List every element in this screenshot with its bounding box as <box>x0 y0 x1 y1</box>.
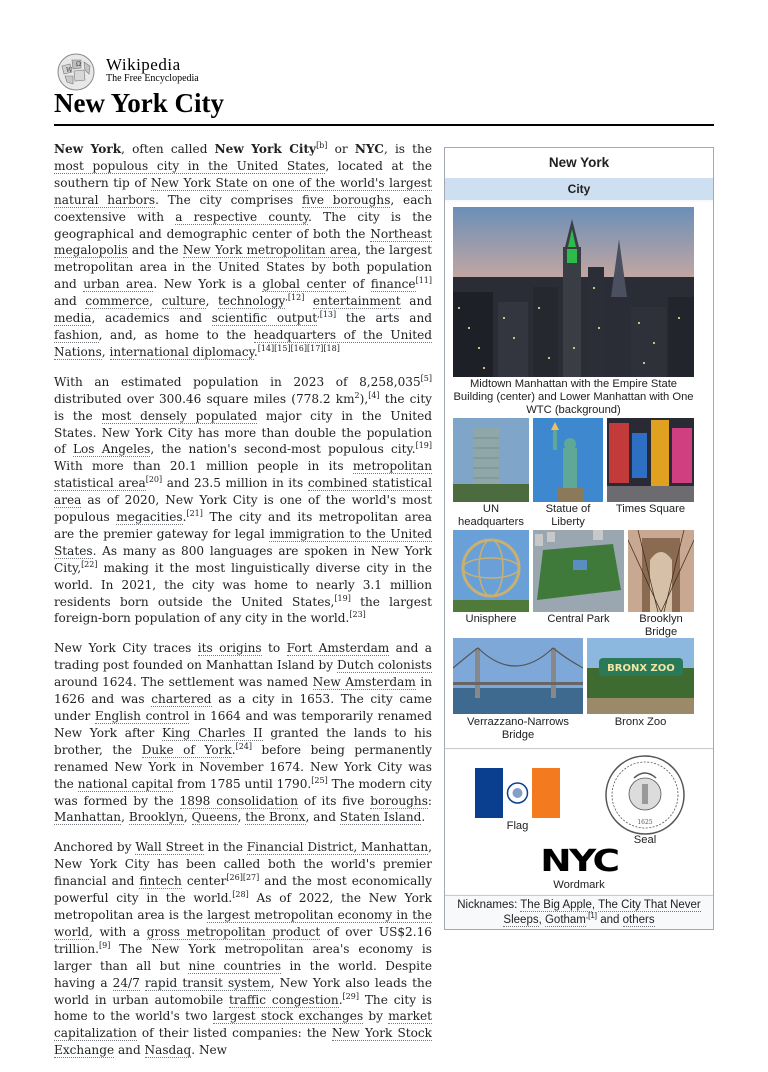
citation-ref[interactable]: [21] <box>186 509 203 518</box>
paragraph-population <box>54 374 432 628</box>
text-run: of over US$2.16 trillion. <box>54 924 432 956</box>
wiki-link[interactable]: Duke of York <box>141 742 232 757</box>
wiki-link[interactable]: fintech <box>139 874 182 889</box>
text-run: the arts and <box>336 311 432 326</box>
paragraph-economy <box>54 839 432 1059</box>
citation-ref[interactable]: ,[1] <box>585 911 598 921</box>
wiki-link[interactable]: Brooklyn <box>128 810 184 825</box>
text-run: , New York also leads the world in urban automobile <box>54 975 432 1007</box>
citation-ref[interactable]: [19] <box>334 593 351 603</box>
citation-ref[interactable]: [11] <box>415 276 433 286</box>
text-run: and <box>114 1043 145 1058</box>
wiki-link[interactable]: traffic congestion <box>228 992 339 1007</box>
caption-brooklyn-bridge: Brooklyn Bridge <box>639 613 683 638</box>
flag-label: Flag <box>506 820 529 832</box>
wiki-link[interactable]: Northeast megalopolis <box>54 226 432 258</box>
text-run: the largest foreign-born population of any city in the world. <box>54 594 432 626</box>
citation-ref[interactable]: [26][27] <box>226 873 260 883</box>
wiki-link[interactable]: Manhattan <box>54 810 122 825</box>
citation-ref[interactable]: [14][15][16][17][18] <box>257 343 340 353</box>
wiki-link[interactable]: Staten Island <box>339 810 422 825</box>
text-run: in the world. Despite having a <box>54 958 432 990</box>
wiki-link[interactable]: headquarters of the United Nations <box>54 327 432 359</box>
citation-ref[interactable]: [19] <box>415 441 432 451</box>
text-run: the city is the <box>54 391 433 423</box>
bronx-zoo-image[interactable] <box>587 638 694 714</box>
text-run: , located at the southern tip of <box>54 158 432 190</box>
text-run: The modern city was formed by the <box>54 776 432 808</box>
text-run: of <box>346 277 371 292</box>
wikipedia-tagline: The Free Encyclopedia <box>106 73 199 84</box>
wiki-link[interactable]: Gotham <box>544 914 586 926</box>
wiki-link[interactable]: The Big Apple <box>520 899 592 911</box>
nicknames-label: Nicknames: <box>457 899 521 911</box>
infobox <box>444 147 714 930</box>
text-run: and <box>597 914 623 926</box>
caption-verrazzano: Verrazzano-Narrows Bridge <box>467 716 569 741</box>
infobox-subtitle: City <box>445 177 713 200</box>
wikipedia-wordmark[interactable]: Wikipedia <box>106 55 181 74</box>
wiki-link[interactable]: English control <box>94 709 190 723</box>
text-run: , is the <box>383 142 432 156</box>
citation-ref[interactable]: [28] <box>232 890 249 900</box>
text-run: , and, as home to the <box>98 327 254 342</box>
text-run: The city and its metropolitan area are the premier gateway for legal <box>54 510 432 541</box>
text-run: from 1785 until 1790. <box>173 776 312 791</box>
text-run: . <box>338 992 343 1007</box>
text-run: to <box>261 641 287 656</box>
wiki-link[interactable]: Dutch colonists <box>337 658 432 673</box>
nicknames-values <box>503 899 700 926</box>
bold-term: New York <box>54 142 122 156</box>
citation-ref[interactable]: ,[12] <box>285 293 305 303</box>
wiki-link[interactable]: a respective county <box>175 209 309 224</box>
citation-ref[interactable]: [25] <box>311 775 328 785</box>
un-headquarters-image[interactable] <box>453 418 529 502</box>
text-run: making it the most linguistically diverse city in the world. In 2021, the city was home to nearly 3.1 million residents born outside the United States, <box>54 560 432 609</box>
wiki-link[interactable]: gross metropolitan product <box>146 924 321 939</box>
midtown-manhattan-image[interactable] <box>453 207 694 377</box>
text-run: granted the lands to his brother, the <box>54 725 432 757</box>
wiki-link[interactable]: commerce <box>85 294 150 309</box>
text-run: ), <box>359 391 369 406</box>
text-run: before being permanently renamed New York in November 1674. New York City was the <box>54 742 432 791</box>
text-run: , <box>149 294 162 309</box>
text-run: As of 2022, the New York metropolitan area is the <box>54 891 432 922</box>
text-run: and 23.5 million in its <box>162 476 308 491</box>
wiki-link[interactable]: market capitalization <box>54 1009 432 1041</box>
wiki-link[interactable]: megacities <box>116 510 183 525</box>
wiki-link[interactable]: its origins <box>197 641 262 656</box>
wikipedia-globe-logo[interactable] <box>54 52 98 92</box>
paragraph-intro <box>54 141 432 361</box>
wiki-link[interactable]: 1898 consolidation <box>179 793 299 808</box>
nyc-wordmark-logo[interactable] <box>535 845 623 879</box>
text-run <box>304 294 313 308</box>
wiki-link[interactable]: global center <box>262 277 347 292</box>
text-run: of its five <box>298 793 371 808</box>
citation-ref[interactable]: [4] <box>368 390 380 400</box>
wiki-link[interactable]: rapid transit system <box>144 975 271 990</box>
wiki-link[interactable]: New York State <box>150 175 248 190</box>
unisphere-image[interactable] <box>453 530 529 612</box>
text-run: . <box>253 344 258 359</box>
wiki-link[interactable]: New York Stock Exchange <box>54 1026 432 1058</box>
wiki-link[interactable]: Wall Street <box>135 840 204 855</box>
text-run: and <box>54 294 86 309</box>
wiki-link[interactable]: fashion <box>54 327 99 342</box>
text-run: as of 2020, New York City is one of the world's most populous <box>54 493 432 525</box>
infobox-separator-2 <box>445 895 713 896</box>
wiki-link[interactable]: largest metropolitan economy in the world <box>54 907 432 939</box>
wiki-link[interactable]: international diplomacy <box>109 344 254 359</box>
infobox-symbols <box>445 750 713 894</box>
seal-year-text: 1625 <box>637 819 653 826</box>
text-run: , with a <box>89 924 147 939</box>
wiki-link[interactable]: The City That Never Sleeps <box>503 899 701 926</box>
wiki-link[interactable]: urban area <box>83 277 154 292</box>
wiki-link[interactable]: Financial District, Manhattan <box>246 840 429 855</box>
wiki-link[interactable]: immigration to the United States <box>54 526 432 558</box>
wiki-link[interactable]: national capital <box>77 776 174 791</box>
text-run: center <box>181 874 227 889</box>
caption-central-park: Central Park <box>547 613 610 625</box>
wiki-link[interactable]: boroughs <box>370 793 428 808</box>
times-square-image[interactable] <box>607 418 694 502</box>
citation-ref[interactable]: [b] <box>316 140 328 150</box>
wiki-link[interactable]: combined statistical area <box>54 476 432 508</box>
bold-term: NYC <box>354 142 384 156</box>
citation-ref[interactable]: [9] <box>99 940 111 950</box>
text-run: , New York City has been called both the world's premier financial and <box>54 840 433 889</box>
wiki-link[interactable]: others <box>622 914 655 926</box>
text-run: around 1624. The settlement was named <box>54 675 313 690</box>
caption-un: UN headquarters <box>458 503 524 528</box>
text-run: With an estimated population in 2023 of 8,258,035 <box>54 374 421 389</box>
text-run: : <box>427 793 432 808</box>
wiki-link[interactable]: largest stock exchanges <box>212 1009 364 1024</box>
text-run: major city in the United States. New York City has more than double the population of <box>54 408 432 457</box>
wiki-link[interactable]: nine countries <box>188 958 282 973</box>
text-run: , <box>538 914 545 926</box>
citation-ref[interactable]: [23] <box>349 610 366 620</box>
wiki-link[interactable]: Queens <box>191 810 238 825</box>
wiki-link[interactable]: technology <box>218 294 286 309</box>
wiki-link[interactable]: most populous city in the United States <box>54 158 326 173</box>
citation-ref[interactable]: ,[13] <box>317 310 337 320</box>
wordmark-label: Wordmark <box>553 879 605 891</box>
wiki-link[interactable]: one of the world's largest natural harbors <box>54 175 432 207</box>
text-run: , <box>591 899 599 911</box>
wiki-link[interactable]: New Amsterdam <box>312 675 416 690</box>
wiki-link[interactable]: most densely populated <box>101 408 258 423</box>
wordmark-text: NYC <box>540 845 618 879</box>
wiki-link[interactable]: Los Angeles <box>72 442 151 457</box>
text-run: by <box>363 1009 389 1024</box>
text-run: . <box>182 510 187 525</box>
text-run: , each coextensive with <box>54 192 432 224</box>
brooklyn-bridge-image[interactable] <box>628 530 694 612</box>
citation-ref[interactable]: 2 <box>354 390 360 400</box>
title-rule <box>54 124 714 126</box>
svg-text:Ω: Ω <box>76 61 81 68</box>
text-run: The New York metropolitan area's economy is larger than all but <box>54 941 432 973</box>
text-run: and the most economically powerful city in the world. <box>54 874 432 906</box>
caption-bronx-zoo: Bronx Zoo <box>614 716 667 728</box>
wiki-link[interactable]: Fort Amsterdam <box>286 641 390 656</box>
text-run: and <box>400 294 432 309</box>
text-run: With more than 20.1 million people in its <box>54 459 353 474</box>
wiki-link[interactable]: 24/7 <box>112 975 140 990</box>
wiki-link[interactable]: Nasdaq <box>144 1043 192 1058</box>
nyc-flag-image[interactable] <box>475 768 560 818</box>
wiki-link[interactable]: entertainment <box>312 294 401 309</box>
text-run: , often called <box>121 142 215 156</box>
text-run: . <box>421 810 426 825</box>
citation-ref[interactable]: [20] <box>145 475 163 485</box>
caption-midtown: Midtown Manhattan with the Empire State Building (center) and Lower Manhattan with One WTC (background) <box>453 378 694 416</box>
text-run: distributed over 300.46 square miles (778.2 km <box>54 391 355 406</box>
citation-ref[interactable]: [22] <box>81 559 98 569</box>
wiki-link[interactable]: King Charles II <box>161 725 263 740</box>
text-run: , <box>237 810 246 825</box>
wiki-link[interactable]: New York metropolitan area <box>182 243 358 258</box>
text-run: . The city is the geographical and demographic center of both the <box>54 209 433 241</box>
text-run: in the <box>203 840 247 855</box>
citation-ref[interactable]: [24] <box>235 741 252 751</box>
caption-liberty: Statue of Liberty <box>545 503 591 528</box>
wiki-link[interactable]: metropolitan statistical area <box>54 459 432 491</box>
text-run: of their listed companies: the <box>136 1026 332 1041</box>
verrazzano-bridge-image[interactable] <box>453 638 583 714</box>
statue-of-liberty-image[interactable] <box>533 418 603 502</box>
caption-unisphere: Unisphere <box>465 613 517 625</box>
text-run: . As many as 800 languages are spoken in New York City, <box>54 543 432 575</box>
text-run: The city is home to the world's two <box>54 992 432 1024</box>
wiki-link[interactable]: media <box>54 311 92 326</box>
text-run: or <box>327 142 355 156</box>
text-run: as a city in 1653. The city came under <box>54 692 432 723</box>
text-run: . New York is a <box>153 277 263 292</box>
text-run: and a trading post founded on Manhattan Island by <box>54 641 432 673</box>
infobox-separator <box>445 748 713 749</box>
text-run: . <box>231 742 236 757</box>
wiki-link[interactable]: five boroughs <box>301 192 391 207</box>
bronx-zoo-sign-text: BRONX ZOO <box>607 663 675 674</box>
citation-ref[interactable]: [5] <box>420 373 432 383</box>
nicknames-row <box>449 898 709 928</box>
page-title: New York City <box>54 88 224 118</box>
wiki-link[interactable]: chartered <box>151 692 212 707</box>
text-run: , academics and <box>91 311 212 326</box>
seal-label: Seal <box>633 834 657 846</box>
text-run: , <box>205 294 219 309</box>
article-body <box>54 141 432 1072</box>
text-run: , <box>101 344 110 359</box>
bold-term: New York City <box>214 142 317 156</box>
text-run: , <box>183 810 192 825</box>
text-run: , and <box>305 810 340 825</box>
central-park-image[interactable] <box>533 530 624 612</box>
wiki-link[interactable]: the Bronx <box>245 810 306 825</box>
nyc-seal-image[interactable] <box>604 754 686 836</box>
infobox-image-collage <box>445 202 713 748</box>
text-run: , the nation's second-most populous city. <box>150 442 416 457</box>
text-run: in 1664 and was temporarily renamed New York after <box>54 709 432 740</box>
text-run: New York City traces <box>54 641 198 656</box>
text-run: Anchored by <box>54 840 136 855</box>
text-run: . New <box>191 1043 228 1058</box>
wiki-link[interactable]: finance <box>370 277 416 292</box>
text-run: , the largest metropolitan area in the United States by both population and <box>54 243 432 292</box>
text-run: on <box>247 175 273 190</box>
wiki-link[interactable]: scientific output <box>211 311 318 326</box>
caption-times-square: Times Square <box>615 503 686 515</box>
text-run: in 1626 and was <box>54 675 432 707</box>
text-run: and the <box>127 243 183 258</box>
text-run: , <box>121 810 129 825</box>
wiki-link[interactable]: culture <box>161 294 206 309</box>
text-run: . The city comprises <box>155 192 302 207</box>
infobox-title: New York <box>445 148 713 177</box>
paragraph-history <box>54 640 432 826</box>
svg-text:W: W <box>66 67 73 74</box>
citation-ref[interactable]: [29] <box>342 991 359 1001</box>
